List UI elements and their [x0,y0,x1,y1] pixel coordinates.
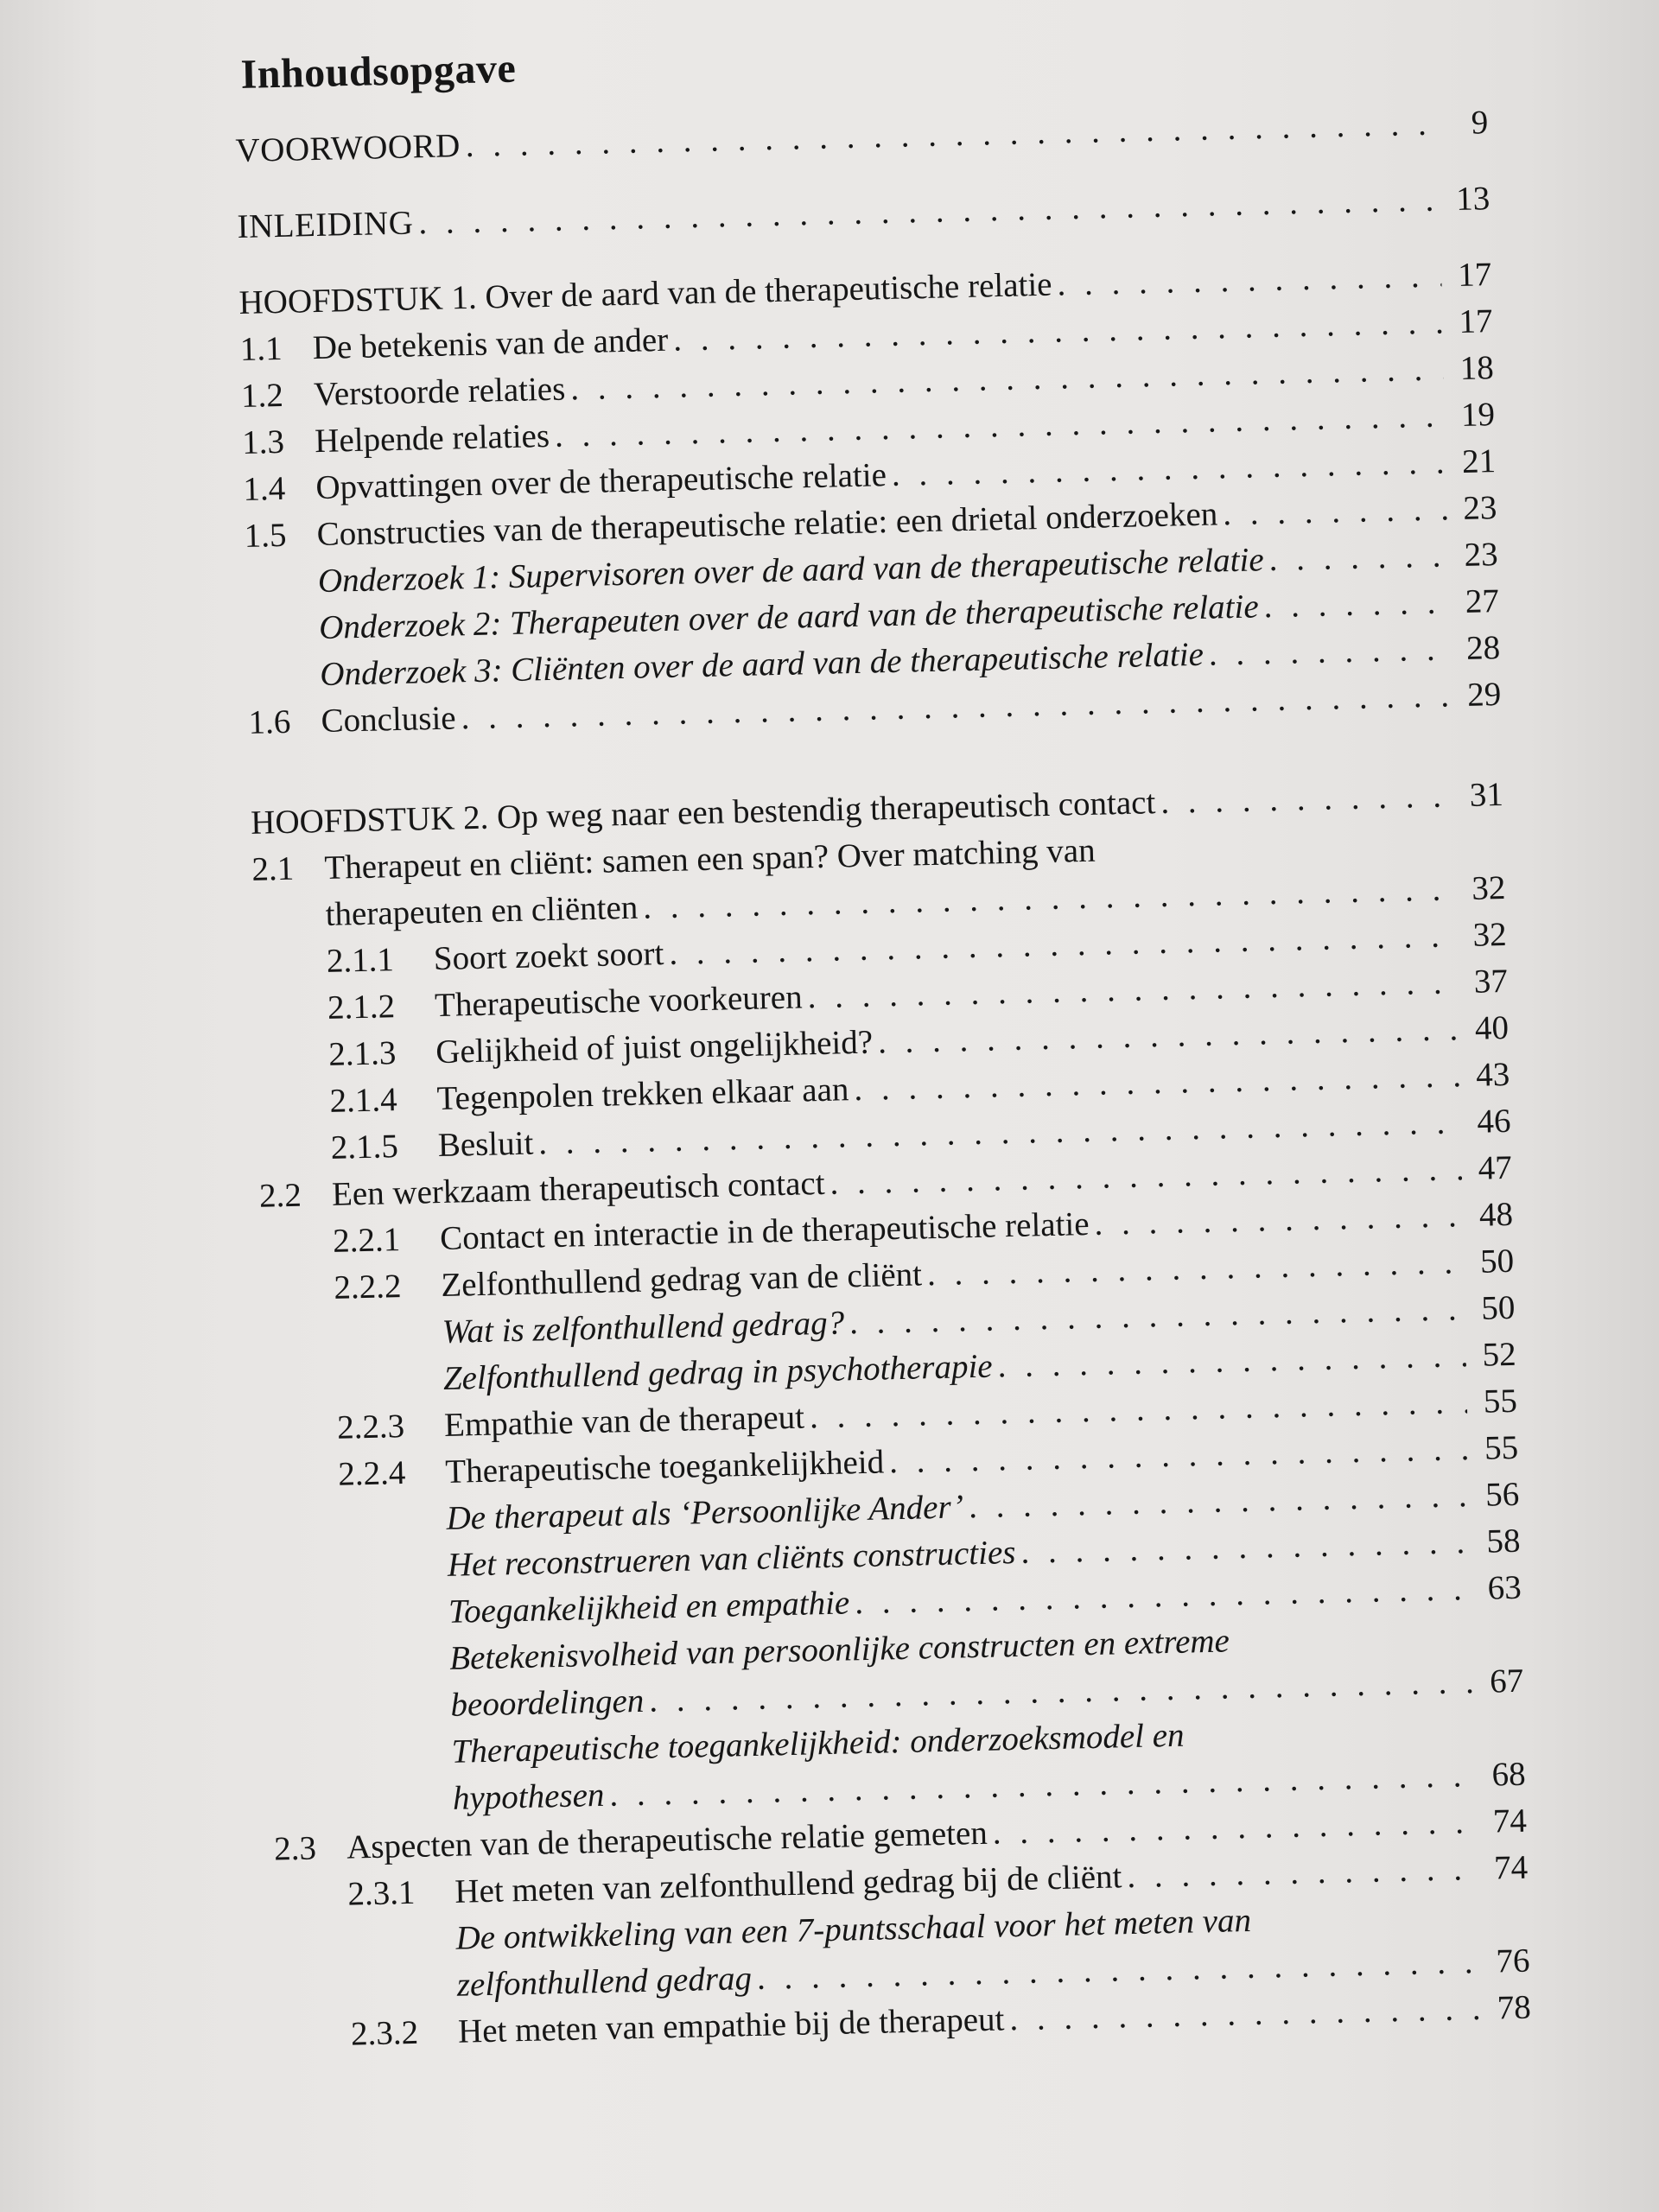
dot-leader [418,176,1440,246]
toc-page-number: 46 [1476,1102,1511,1141]
toc-entry-text: De therapeut als ‘Persoonlijke Ander’ [446,1488,964,1537]
toc-entry-text: Een werkzaam therapeutisch contact [331,1164,826,1213]
toc-section-number: 2.1.4 [329,1081,398,1120]
toc-section-number: 2.2 [258,1176,302,1215]
toc-page-number: 50 [1479,1242,1515,1281]
dot-leader [1208,626,1450,677]
dot-leader [1057,252,1442,308]
toc-entry-text: Het meten van empathie bij de therapeut [457,2000,1005,2050]
toc-subentry-line-1: De ontwikkeling van een 7-puntsschaal voor het meten van [455,1901,1252,1957]
toc-section-number: 1.3 [241,423,285,461]
toc-section-number: 2.1.3 [327,1034,397,1073]
toc-entry-text: Helpende relaties [314,416,550,461]
toc-page-number: 19 [1460,396,1496,434]
toc-page-number: 55 [1483,1382,1518,1421]
toc-section-number: 2.1.5 [330,1128,399,1166]
toc-entry-text: Onderzoek 1: Supervisoren over de aard van de therapeutische relatie [317,541,1265,601]
toc-page-number: 9 [1471,104,1489,142]
toc-entry-text: Het meten van zelfonthullend gedrag bij de cliënt [454,1858,1122,1910]
dot-leader [1160,772,1454,826]
toc-entry-text: Aspecten van de therapeutische relatie gemeten [346,1814,988,1866]
toc-page-number: 56 [1484,1475,1520,1514]
toc-page-number: 18 [1459,349,1495,387]
toc-page-number: 23 [1462,489,1497,527]
toc-entry-text: Onderzoek 3: Cliënten over de aard van de therapeutische relatie [319,635,1205,693]
toc-entry-text: Het reconstrueren van cliënts constructies [447,1534,1016,1584]
toc-entry-text: Gelijkheid of juist ongelijkheid? [435,1023,874,1071]
toc-page-number: 17 [1458,302,1493,340]
toc-page-number: 78 [1497,1988,1532,2027]
toc-entry-text: Soort zoekt soort [433,935,664,978]
dot-leader [1009,1986,1482,2043]
toc-entry-text: Therapeut en cliënt: samen een span? Over matching van [323,831,1096,887]
toc-entry-voorwoord [200,99,1489,175]
toc-section-number: 2.2.4 [337,1453,406,1493]
toc-section-number: 1.4 [243,469,286,508]
toc-entry-text: Conclusie [321,699,457,740]
toc-entry-text: De betekenis van de ander [312,321,669,367]
toc-page-number: 23 [1464,536,1499,574]
toc-section-number: 2.2.2 [334,1268,402,1306]
dot-leader [1223,486,1447,537]
toc-entry-text: Therapeutische toegankelijkheid [444,1443,885,1491]
toc-subentry-line-1: Therapeutische toegankelijkheid: onderzoeksmodel en [451,1716,1185,1770]
dot-leader [1094,1192,1464,1248]
toc-page-number: 21 [1461,442,1497,480]
toc-page-number: 40 [1474,1008,1510,1047]
toc-page-number: 76 [1496,1942,1531,1980]
dot-leader [1268,532,1448,583]
toc-page-number: 32 [1471,868,1506,907]
toc-page-number: 28 [1465,629,1501,667]
toc-section-number: 2.2.1 [332,1221,401,1260]
toc-entry-text: Verstoorde relaties [313,370,566,414]
toc-entry-text: Zelfonthullend gedrag in psychotherapie [442,1347,994,1397]
toc-section-number: 2.3.1 [346,1873,416,1913]
toc-section-number: 2.1 [251,849,295,888]
toc-entry-text: beoordelingen [449,1681,645,1724]
toc-page-number: 17 [1457,256,1492,295]
toc-section-number: 1.6 [248,702,291,741]
toc-page-number: 58 [1486,1522,1521,1560]
toc-entry-text: Onderzoek 2: Therapeuten over de aard van de therapeutische relatie [318,588,1260,647]
toc-section-number: 2.1.2 [327,988,396,1027]
toc-entry-text: Contact en interactie in de therapeutische relatie [439,1205,1090,1258]
toc-page-number: 32 [1472,915,1508,954]
toc-entry-text: hypothesen [452,1776,605,1817]
toc-entry-text: Constructies van de therapeutische relatie: een drietal onderzoeken [316,495,1218,554]
table-of-contents [199,22,1531,2060]
toc-section-number: 2.3.2 [350,2013,419,2053]
toc-page-number: 50 [1480,1288,1516,1327]
toc-entry-text: Wat is zelfonthullend gedrag? [442,1304,845,1351]
toc-section-number: 2.3 [273,1829,317,1868]
toc-page-number: 74 [1493,1848,1529,1887]
toc-section-number: 2.1.1 [326,941,395,980]
toc-section-number: 1.2 [240,376,284,415]
toc-page-number: 29 [1466,676,1502,714]
toc-subentry-line-1: Betekenisvolheid van persoonlijke constructen en extreme [448,1622,1230,1677]
toc-page-number: 67 [1489,1662,1524,1700]
toc-page-number: 37 [1473,962,1509,1001]
toc-page-number: 68 [1491,1755,1527,1794]
toc-page-number: 74 [1492,1802,1528,1840]
toc-entry-inleiding [202,175,1491,251]
toc-entry-text: Besluit [437,1124,534,1165]
toc-entry-text: Therapeutische voorkeuren [434,978,804,1025]
toc-entry-text: INLEIDING [237,204,414,246]
dot-leader [1263,579,1449,630]
toc-section-number: 2.2.3 [336,1408,405,1446]
toc-page-number: 47 [1478,1148,1513,1187]
toc-page-number: 55 [1484,1428,1519,1467]
toc-entry-text: Zelfonthullend gedrag van de cliënt [440,1255,923,1304]
toc-entry-text: VOORWOORD [235,127,461,170]
toc-page-number: 63 [1487,1568,1522,1607]
toc-entry-text: Empathie van de therapeut [443,1398,805,1444]
toc-page-number: 31 [1469,775,1504,814]
toc-page-number: 48 [1478,1195,1514,1234]
toc-entry-text: zelfonthullend gedrag [456,1960,753,2004]
toc-entry-text: Tegenpolen trekken elkaar aan [436,1071,849,1118]
toc-page-number: 52 [1482,1335,1517,1374]
toc-page-number: 13 [1455,180,1491,219]
toc-entry-text: HOOFDSTUK 1. Over de aard van de therapeutische relatie [238,265,1052,322]
toc-entry-text: Opvattingen over de therapeutische relatie [315,456,887,507]
toc-section-number: 1.5 [244,516,287,555]
dot-leader [465,100,1439,169]
toc-entry-text: Toegankelijkheid en empathie [448,1584,850,1630]
toc-section-number: 1.1 [239,329,283,368]
toc-page-number: 43 [1475,1055,1510,1094]
toc-page-number: 27 [1465,582,1500,620]
page-title: Inhoudsopgave [240,45,517,98]
toc-entry-text: therapeuten en cliënten [325,888,639,933]
dot-leader [1127,1846,1478,1900]
toc-entry-text: HOOFDSTUK 2. Op weg naar een bestendig therapeutisch contact [250,784,1156,842]
